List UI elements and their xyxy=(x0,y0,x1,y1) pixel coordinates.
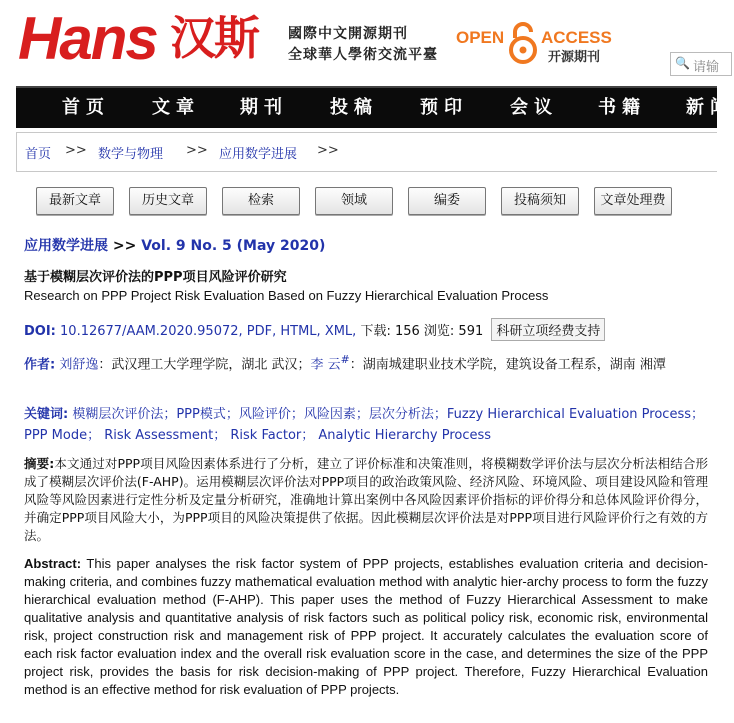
author-link[interactable]: 李 云 xyxy=(310,357,341,373)
abstract-en-text: This paper analyses the risk factor system of PPP projects, establishes evaluation criteria and decision-making criteria, and combines fuzzy mathematical evaluation method with analytic hier-archy process to form the fuzzy hierarchical evaluation method (F-AHP). This paper uses the method of Fuzzy Hierarchical Assessment to make qualitative analysis and quantitative analysis of risk factors such as political policy risk, economic risk, environmental risk, project construction risk and management risk of PPP project. It accurately calculates the evaluation score of each risk factor evaluation index and the overall risk evaluation score in the case, and determines the size of the PPP project risk, provides the basis for risk decision-making of PPP project. Therefore, Fuzzy Hierarchical Evaluation method is an effective method for risk evaluation of PPP projects. xyxy=(24,556,708,697)
site-header xyxy=(0,0,720,85)
download-count: 下载: 156 xyxy=(360,324,420,339)
hans-logo-cn[interactable]: 汉斯 xyxy=(170,11,258,65)
authors-block xyxy=(24,350,704,374)
breadcrumb-sep: >> xyxy=(317,143,339,158)
nav-news[interactable]: 新闻 xyxy=(686,97,734,118)
article-title-cn: 基于模糊层次评价法的PPP项目风险评价研究 xyxy=(24,270,287,285)
tagline-line1: 國際中文開源期刊 xyxy=(288,26,408,42)
submission-guide-button[interactable]: 投稿须知 xyxy=(501,187,579,215)
nav-articles[interactable]: 文章 xyxy=(152,97,200,118)
abstract-cn-label: 摘要: xyxy=(24,456,55,471)
latest-articles-button[interactable]: 最新文章 xyxy=(36,187,114,215)
processing-fee-button[interactable]: 文章处理费 xyxy=(594,187,672,215)
main-nav xyxy=(16,86,734,128)
funding-button[interactable]: 科研立项经费支持 xyxy=(491,318,605,341)
keywords-links[interactable]: 模糊层次评价法；PPP模式；风险评价；风险因素；层次分析法；Fuzzy Hierarchical Evaluation Process； PPP Mode； Risk Assessment； Risk Factor； Analytic Hierarchy Process xyxy=(24,407,704,443)
doi-label: DOI: xyxy=(24,324,56,339)
search-input[interactable] xyxy=(670,52,732,76)
corresponding-mark: # xyxy=(340,353,350,366)
open-access-logo xyxy=(456,22,626,72)
keywords-label: 关键词: xyxy=(24,407,69,422)
issue-link[interactable]: Vol. 9 No. 5 (May 2020) xyxy=(141,238,326,254)
breadcrumb-journal[interactable]: 应用数学进展 xyxy=(219,147,298,162)
nav-home[interactable]: 首页 xyxy=(62,97,110,118)
nav-submit[interactable]: 投稿 xyxy=(330,97,378,118)
nav-preprint[interactable]: 预印 xyxy=(420,97,468,118)
keywords-block xyxy=(24,404,704,446)
oa-open-text: OPEN xyxy=(456,28,505,47)
breadcrumb xyxy=(16,132,717,172)
abstract-en-label: Abstract: xyxy=(24,556,82,571)
doi-link[interactable]: 10.12677/AAM.2020.95072, xyxy=(60,324,243,339)
breadcrumb-category[interactable]: 数学与物理 xyxy=(98,147,164,162)
oa-access-text: ACCESS xyxy=(541,28,612,47)
past-articles-button[interactable]: 历史文章 xyxy=(129,187,207,215)
author-link[interactable]: 刘舒逸 xyxy=(59,357,99,373)
format-links[interactable]: PDF, HTML, XML, xyxy=(246,324,357,339)
abstract-cn-text: 本文通过对PPP项目风险因素体系进行了分析，建立了评价标准和决策准则，将模糊数学评价法与层次分析法相结合形成了模糊层次评价法(F-AHP)。运用模糊层次评价法对PPP项目的政治政策风险、经济风险、环境风险、项目建设风险和管理风险等风险因素进行定性分析及定量分析研究，准确地计算出案例中各风险因素评价指标的评价得分和总体风险评价得分，并确定PPP项目风险大小，为PPP项目的风险决策提供了依据。因此模糊层次评价法是对PPP项目进行风险评价行之有效的方法。 xyxy=(24,456,709,543)
view-count: 浏览: 591 xyxy=(423,324,484,339)
nav-journals[interactable]: 期刊 xyxy=(240,97,288,118)
tagline-line2: 全球華人學術交流平臺 xyxy=(288,47,438,63)
journal-name[interactable]: 应用数学进展 xyxy=(24,238,108,254)
article-title-en: Research on PPP Project Risk Evaluation Based on Fuzzy Hierarchical Evaluation Process xyxy=(24,288,549,303)
journal-issue-line xyxy=(24,235,325,255)
domain-button[interactable]: 领域 xyxy=(315,187,393,215)
abstract-en xyxy=(24,555,708,699)
hans-logo[interactable]: Hans xyxy=(18,5,157,72)
breadcrumb-sep: >> xyxy=(65,143,87,158)
tagline xyxy=(288,24,438,66)
breadcrumb-sep: >> xyxy=(186,143,208,158)
journal-sep: >> xyxy=(112,238,137,254)
open-lock-icon xyxy=(506,22,540,66)
search-button[interactable]: 检索 xyxy=(222,187,300,215)
abstract-cn xyxy=(24,455,708,545)
search-placeholder: 请输 xyxy=(693,60,720,75)
author-affiliation: ：武汉理工大学理学院，湖北 武汉； xyxy=(98,357,311,373)
authors-label: 作者: xyxy=(24,357,56,373)
search-icon[interactable]: 🔍 xyxy=(675,56,690,70)
doi-line xyxy=(24,318,605,341)
editorial-board-button[interactable]: 编委 xyxy=(408,187,486,215)
nav-conference[interactable]: 会议 xyxy=(510,97,558,118)
oa-cn-text: 开源期刊 xyxy=(548,50,601,65)
author-affiliation: ：湖南城建职业技术学院，建筑设备工程系，湖南 湘潭 xyxy=(349,357,666,373)
nav-books[interactable]: 书籍 xyxy=(598,97,646,118)
breadcrumb-home[interactable]: 首页 xyxy=(25,147,52,162)
